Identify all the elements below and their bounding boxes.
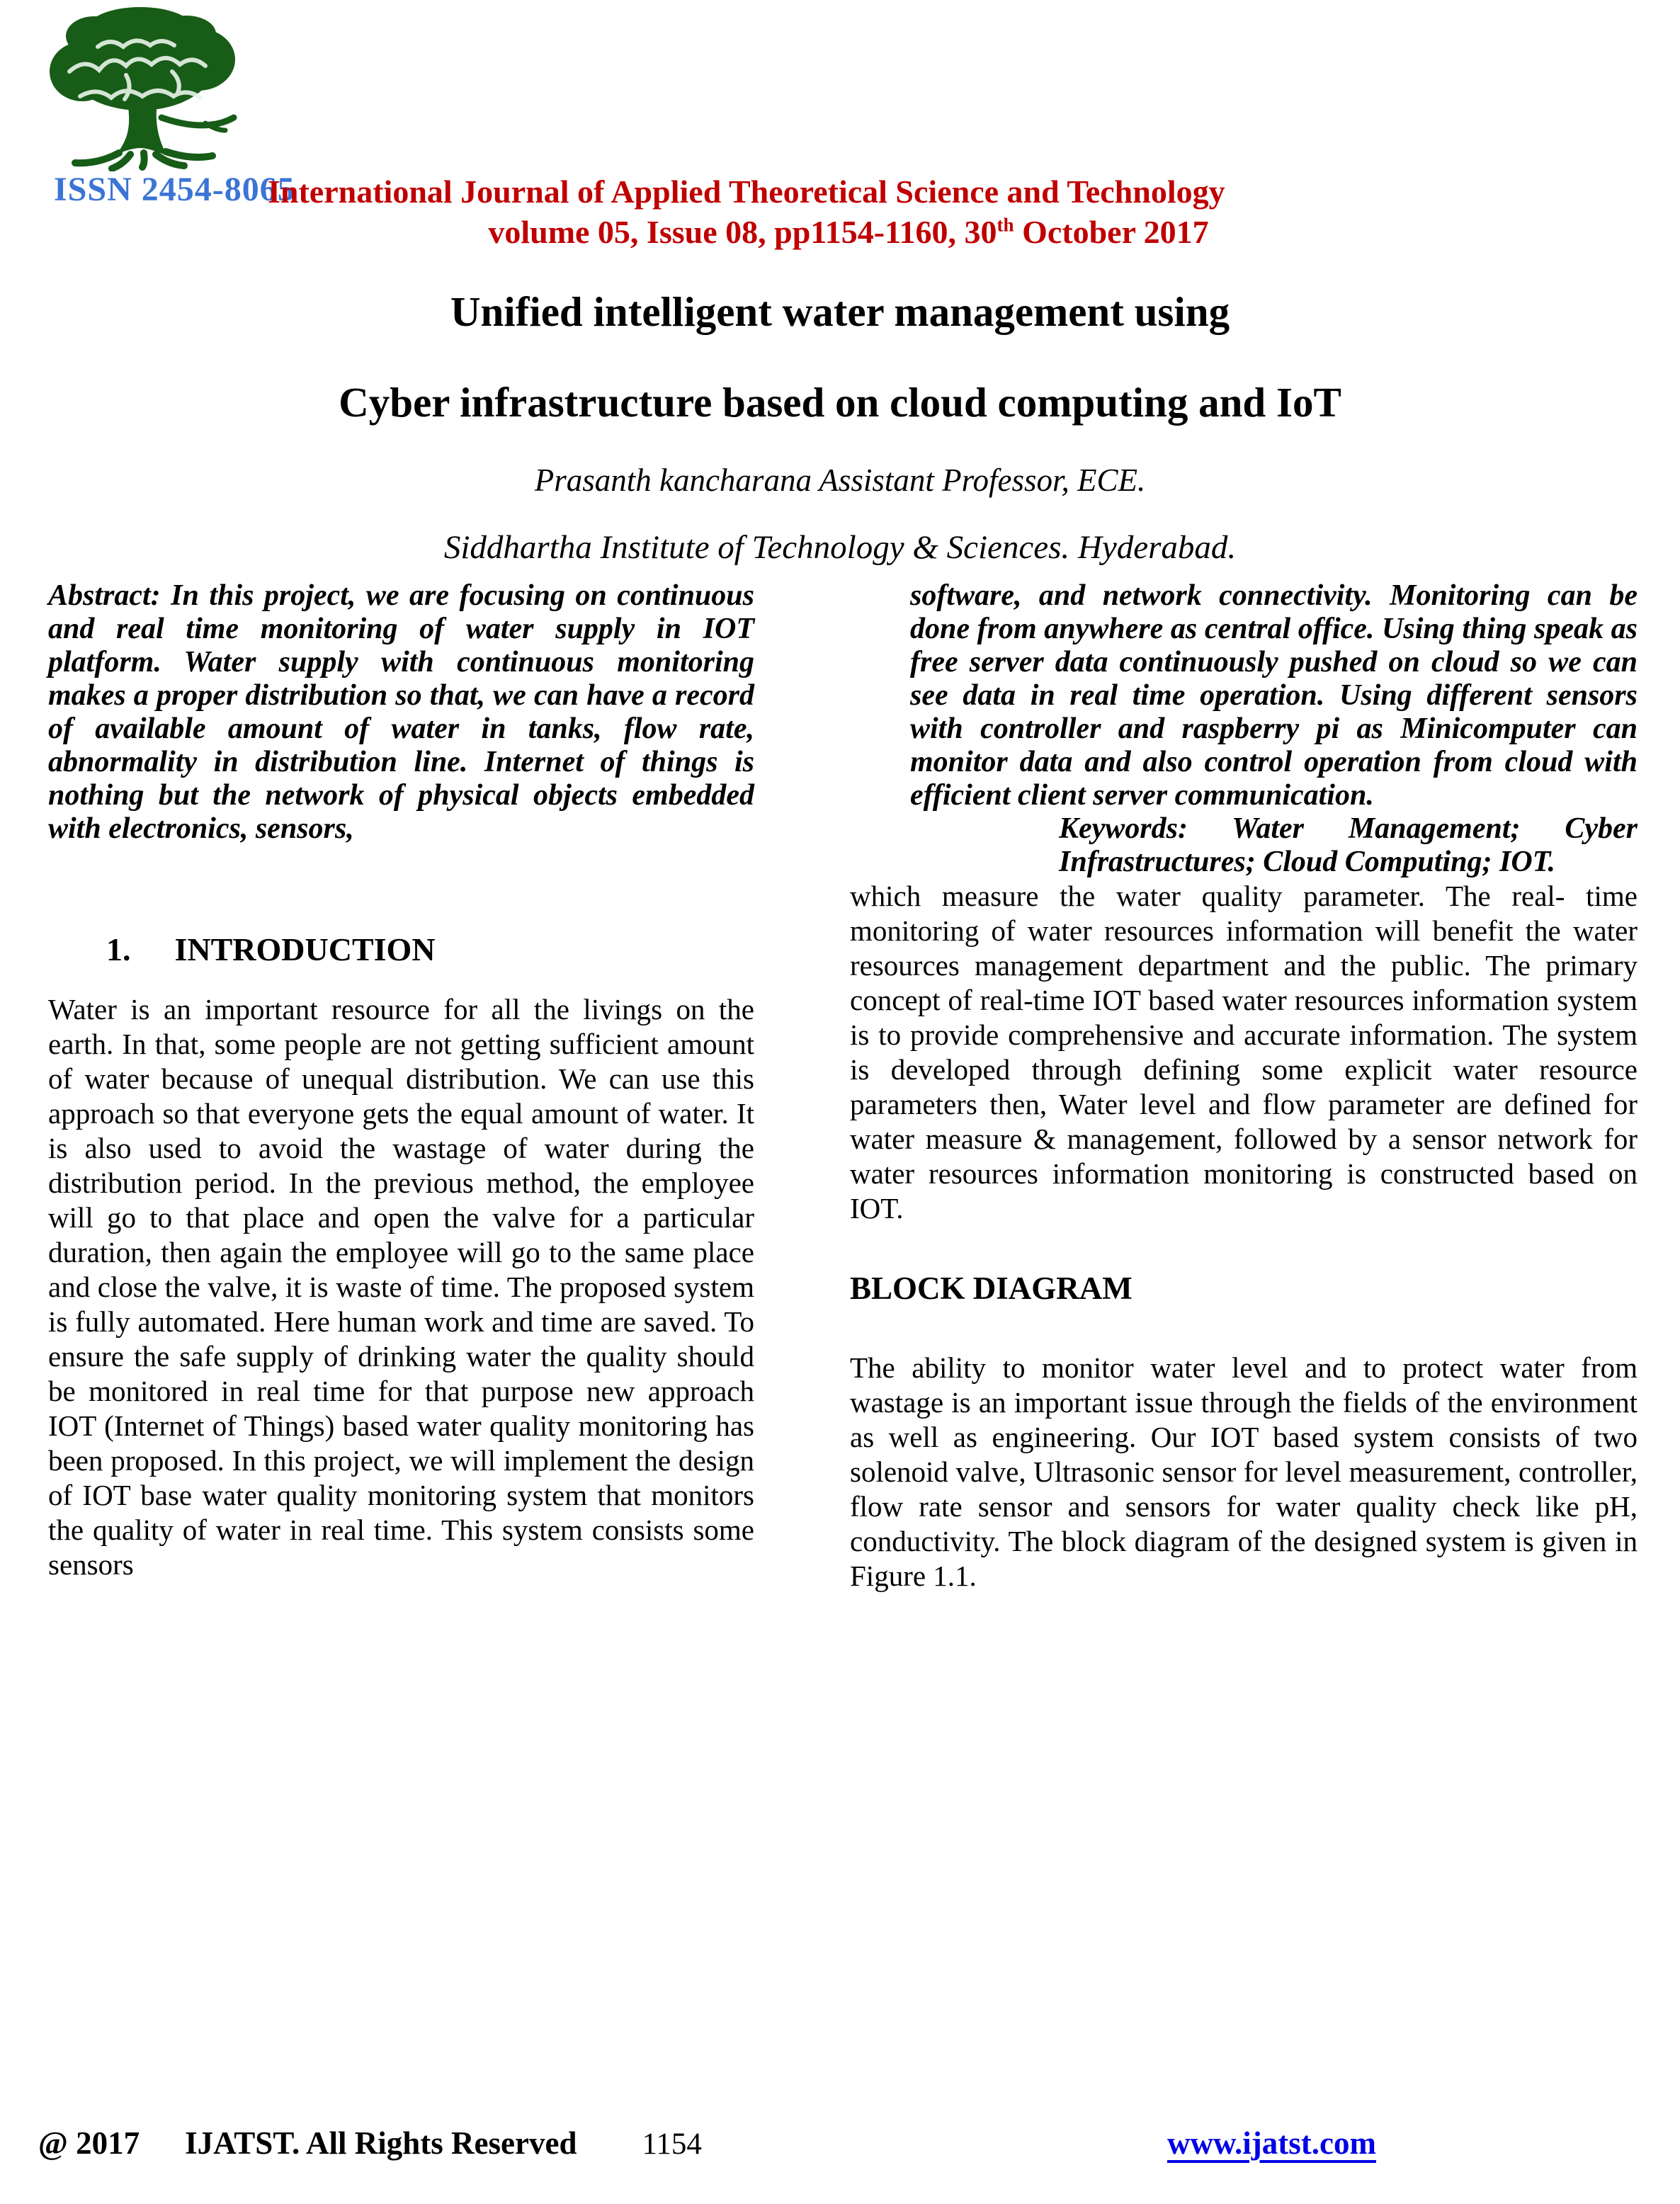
author-line: Prasanth kancharana Assistant Professor, ECE. bbox=[534, 462, 1146, 498]
journal-header bbox=[268, 173, 1429, 251]
footer-page-number: 1154 bbox=[642, 2128, 702, 2161]
right-body-paragraph: which measure the water quality parameter. The real- time monitoring of water resources information will benefit the water resources management department and the public. The primary concept of real-time IOT based water resources information system is to provide comprehensive and accurate information. The system is developed through defining some explicit water resource parameters then, Water level and flow parameter are defined for water measure & management, followed by a sensor network for water resources information monitoring is constructed based on IOT. bbox=[850, 880, 1638, 1225]
journal-issue bbox=[268, 213, 1429, 251]
introduction-title: INTRODUCTION bbox=[174, 931, 436, 967]
paper-title-line1: Unified intelligent water management using bbox=[450, 288, 1230, 335]
footer-copyright: @ 2017 bbox=[38, 2125, 140, 2161]
tree-logo-icon bbox=[27, 4, 261, 171]
journal-name: International Journal of Applied Theoretical Science and Technology bbox=[268, 174, 1225, 210]
footer-link[interactable]: www.ijatst.com bbox=[1167, 2125, 1376, 2161]
affiliation-line: Siddhartha Institute of Technology & Sciences. Hyderabad. bbox=[443, 529, 1237, 566]
introduction-paragraph: Water is an important resource for all the livings on the earth. In that, some people are not getting sufficient amount of water because of unequal distribution. We can use this approach so that everyone gets the equal amount of water. It is also used to avoid the wastage of water during the distribution period. In the previous method, the employee will go to that place and open the valve for a particular duration, then again the employee will go to the same place and close the valve, it is waste of time. The proposed system is fully automated. Here human work and time are saved. To ensure the safe supply of drinking water the quality should be monitored in real time for that purpose new approach IOT (Internet of Things) based water quality monitoring has been proposed. In this project, we will implement the design of IOT base water quality monitoring system that monitors the quality of water in real time. This system consists some sensors bbox=[48, 993, 754, 1581]
paper-title-line2: Cyber infrastructure based on cloud computing and IoT bbox=[339, 379, 1341, 426]
issn-label: ISSN 2454-8065 bbox=[54, 171, 295, 208]
block-diagram-heading: BLOCK DIAGRAM bbox=[850, 1271, 1133, 1306]
footer-rights: IJATST. All Rights Reserved bbox=[185, 2125, 577, 2161]
journal-issue-date: October 2017 bbox=[1014, 214, 1209, 250]
two-column-body bbox=[48, 579, 1638, 1594]
right-column bbox=[850, 579, 1638, 1594]
page-footer bbox=[38, 2125, 1642, 2174]
introduction-heading bbox=[48, 931, 754, 968]
introduction-number: 1. bbox=[106, 931, 131, 967]
abstract-right: software, and network connectivity. Monitoring can be done from anywhere as central office. Using thing speak as free server data continuously pushed on cloud so we can see data in real time operation. Using different sensors with controller and raspberry pi as Minicomputer can monitor data and also control operation from cloud with efficient client server communication. bbox=[910, 579, 1638, 812]
journal-issue-text: volume 05, Issue 08, pp1154-1160, 30 bbox=[488, 214, 997, 250]
keywords-line: Keywords: Water Management; Cyber Infrastructures; Cloud Computing; IOT. bbox=[1059, 812, 1638, 878]
block-diagram-paragraph: The ability to monitor water level and to protect water from wastage is an important issue through the fields of the environment as well as engineering. Our IOT based system consists of two solenoid valve, Ultrasonic sensor for level measurement, controller, flow rate sensor and sensors for water quality check like pH, conductivity. The block diagram of the designed system is given in Figure 1.1. bbox=[850, 1351, 1638, 1592]
left-column bbox=[48, 579, 754, 1582]
journal-issue-superscript: th bbox=[997, 214, 1014, 236]
abstract-left: Abstract: In this project, we are focusing on continuous and real time monitoring of water supply in IOT platform. Water supply with continuous monitoring makes a proper distribution so that, we can have a record of available amount of water in tanks, flow rate, abnormality in distribution line. Internet of things is nothing but the network of physical objects embedded with electronics, sensors, bbox=[48, 579, 754, 845]
